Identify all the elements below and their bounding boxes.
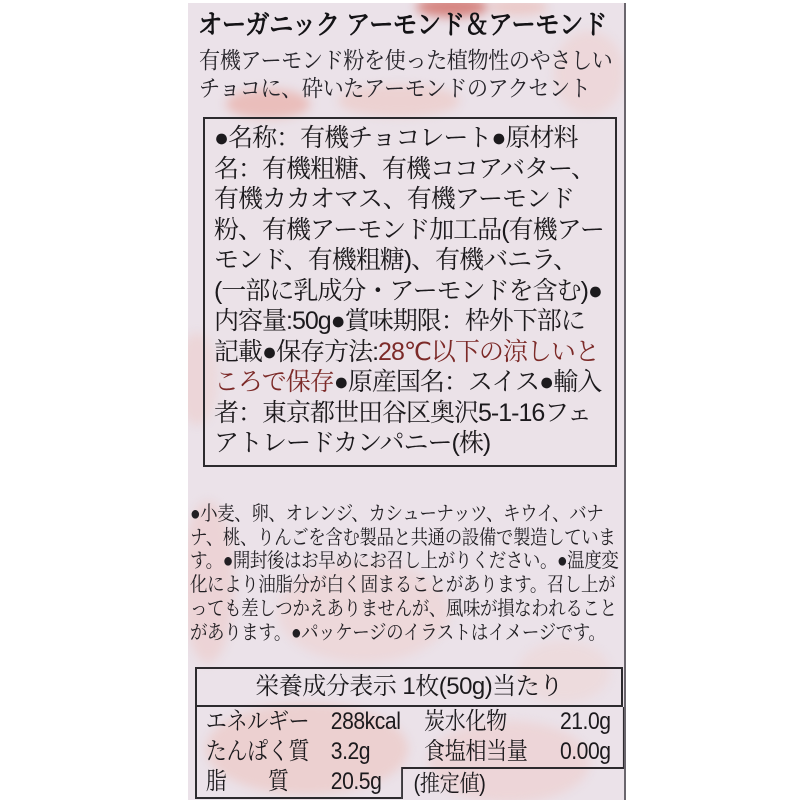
nutrition-table-body <box>197 707 625 799</box>
nutrition-row <box>206 767 401 797</box>
nutrient-label: エネルギー <box>205 708 310 735</box>
ingredient-info-text <box>214 123 607 459</box>
nutrient-label: たんぱく質 <box>205 738 310 765</box>
nutrition-footnote: (推定値) <box>401 769 568 799</box>
label-content <box>188 3 624 800</box>
nutrition-row <box>206 737 401 767</box>
nutrient-value: 3.2g <box>330 738 371 765</box>
nutrition-right-box <box>401 707 625 769</box>
storage-warning-text: 28℃以下の涼しいところで保存 <box>214 337 599 396</box>
product-subtitle: 有機アーモンド粉を使った植物性のやさしいチョコに、砕いたアーモンドのアクセント <box>199 47 613 101</box>
info-text-segment: ●名称：有機チョコレート●原材料名：有機粗糖、有機ココアバター、有機カカオマス、有機アーモンド粉、有機アーモンド加工品(有機アーモンド、有機粗糖)、有機バニラ、(一部に乳成分・アーモンドを含む)●内容量:50g●賞味期限：枠外下部に記載●保存方法: <box>214 124 604 366</box>
nutrient-label: 脂 質 <box>205 768 289 795</box>
nutrition-row <box>401 737 623 767</box>
nutrient-value: 288kcal <box>330 708 401 735</box>
nutrient-label: 食塩相当量 <box>424 738 528 765</box>
precaution-notes: ●小麦、卵、オレンジ、カシューナッツ、キウイ、バナナ、桃、りんごを含む製品と共通の設備で製造しています。●開封後はお早めにお召し上がりください。●温度変化により油脂分が白く固まることがあります。召し上がっても差しつかえありませんが、風味が損なわれることがあります。●パッケージのイラストはイメージです。 <box>190 503 619 644</box>
product-label-panel <box>188 3 626 800</box>
info-text-segment: ●原産国名：スイス●輸入者：東京都世田谷区奥沢5-1-16フェアトレードカンパニー(株) <box>214 368 602 457</box>
product-title: オーガニック アーモンド＆アーモンド <box>198 10 607 40</box>
nutrient-value: 0.00g <box>559 738 611 765</box>
nutrient-value: 21.0g <box>559 708 611 735</box>
nutrition-right-column <box>401 707 625 799</box>
nutrient-value: 20.5g <box>330 768 382 795</box>
nutrition-row <box>206 707 401 737</box>
nutrient-label: 炭水化物 <box>424 708 507 735</box>
nutrition-row <box>401 707 623 737</box>
nutrition-left-column <box>197 707 401 799</box>
nutrition-table <box>195 667 623 799</box>
ingredient-info-box <box>203 117 617 467</box>
nutrition-table-header: 栄養成分表示 1枚(50g)当たり <box>197 669 623 707</box>
